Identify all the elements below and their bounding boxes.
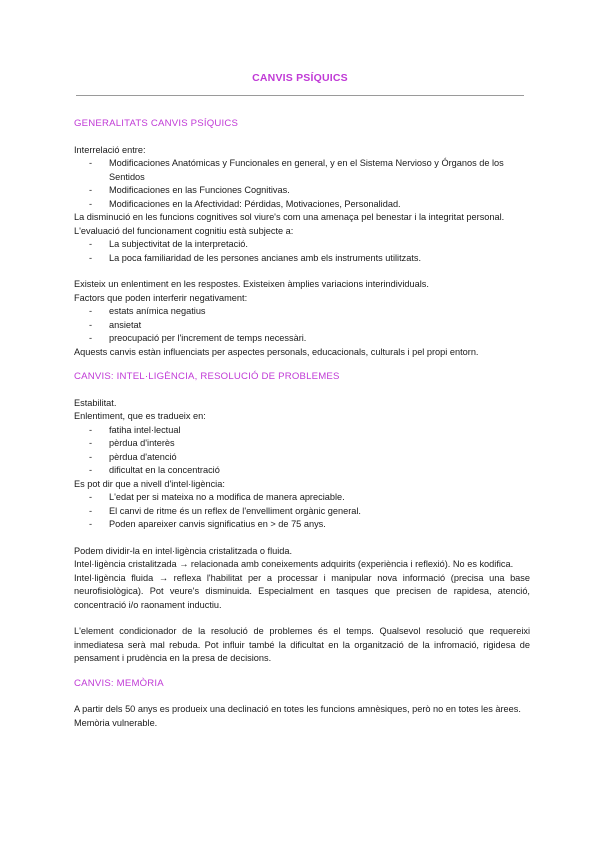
dash-bullet: - [89,185,93,195]
paragraph: Enlentiment, que es tradueix en: [74,411,206,421]
bullet-list [74,238,530,265]
list-item: - Modificaciones en las Funciones Cognitivas. [74,184,530,198]
paragraph: L'element condicionador de la resolució de problemes és el temps. Qualsevol resolució que requereixi inmediatesa serà mal rebuda. Pot influir també la dificultat en la organització de la infromació, rigidesa de pensament i prudència en la presa de decisions. [74,626,530,663]
list-item: - Modificaciones en la Afectividad: Pérdidas, Motivaciones, Personalidad. [74,198,530,212]
list-item: - pèrdua d'interès [74,437,530,451]
section-heading-intelligence: CANVIS: INTEL·LIGÈNCIA, RESOLUCIÓ DE PROBLEMES [74,371,340,382]
bullet-list [74,305,530,346]
list-item: - dificultat en la concentració [74,464,530,478]
list-item: - La poca familiaridad de les persones ancianes amb els instruments utilitzats. [74,252,530,266]
dash-bullet: - [89,239,93,249]
dash-bullet: - [89,306,93,316]
paragraph: La disminució en les funcions cognitives sol viure's com una amenaça pel benestar i la integritat personal. [74,212,505,222]
section-heading-generalitats: GENERALITATS CANVIS PSÍQUICS [74,118,239,129]
bullet-list [74,424,530,478]
section-heading-memoria: CANVIS: MEMÒRIA [74,677,164,689]
document-body [74,117,530,730]
title-divider [76,95,524,96]
paragraph: Aquests canvis estàn influenciats per aspectes personals, educacionals, culturals i pel propi entorn. [74,346,479,357]
paragraph: Factors que poden interferir negativament: [74,292,248,303]
bullet-list [74,491,530,532]
dash-bullet: - [89,252,93,263]
paragraph: Intel·ligència cristalitzada → relacionada amb coneixements adquirits (experiència i reflexió). No es kodifica. [74,559,514,569]
dash-bullet: - [89,424,93,435]
paragraph: L'evaluació del funcionament cognitiu està subjecte a: [74,225,294,236]
list-item: - Poden apareixer canvis significatius en > de 75 anys. [74,518,530,532]
list-item: - L'edat per si mateixa no a modifica de manera apreciable. [74,491,530,505]
dash-bullet: - [89,492,93,502]
list-item: - Modificaciones Anatómicas y Funcionales en general, y en el Sistema Nervioso y Órganos de los Sentidos [89,158,504,182]
dash-bullet: - [89,505,93,516]
document-title: CANVIS PSÍQUICS [252,72,348,84]
paragraph: Estabilitat. [74,397,117,408]
list-item: - pèrdua d'atenció [74,451,530,465]
paragraph: Es pot dir que a nivell d'intel·ligència: [74,478,225,489]
dash-bullet: - [89,451,93,462]
paragraph: Interrelació entre: [74,144,146,155]
list-item: - La subjectivitat de la interpretació. [74,238,530,252]
dash-bullet: - [89,465,93,475]
bullet-list [74,157,530,211]
list-item: - fatiha intel·lectual [74,424,530,438]
paragraph: Memòria vulnerable. [74,717,158,728]
dash-bullet: - [89,333,93,343]
paragraph: Intel·ligència fluida → reflexa l'habilitat per a processar i manipular nova informació (precisa una base neurofisiològica). Pot veure's disminuida. Especialment en tasques que precisen de rapidesa, atenció, concentració i/o raonament inductiu. [74,572,530,610]
dash-bullet: - [89,158,93,168]
dash-bullet: - [89,198,93,209]
list-item: - preocupació per l'increment de temps necessàri. [74,332,530,346]
dash-bullet: - [89,319,93,330]
list-item: - estats anímica negatius [74,305,530,319]
list-item: - El canvi de ritme és un reflex de l'envelliment orgànic general. [74,505,530,519]
list-item: - ansietat [74,319,530,333]
paragraph: Podem dividir-la en intel·ligència cristalitzada o fluida. [74,545,293,556]
paragraph: Existeix un enlentiment en les respostes. Existeixen àmplies variacions interindividuals. [74,279,429,289]
paragraph: A partir dels 50 anys es produeix una declinació en totes les funcions amnèsiques, però no en totes les àrees. [74,704,521,714]
dash-bullet: - [89,519,93,529]
dash-bullet: - [89,438,93,448]
